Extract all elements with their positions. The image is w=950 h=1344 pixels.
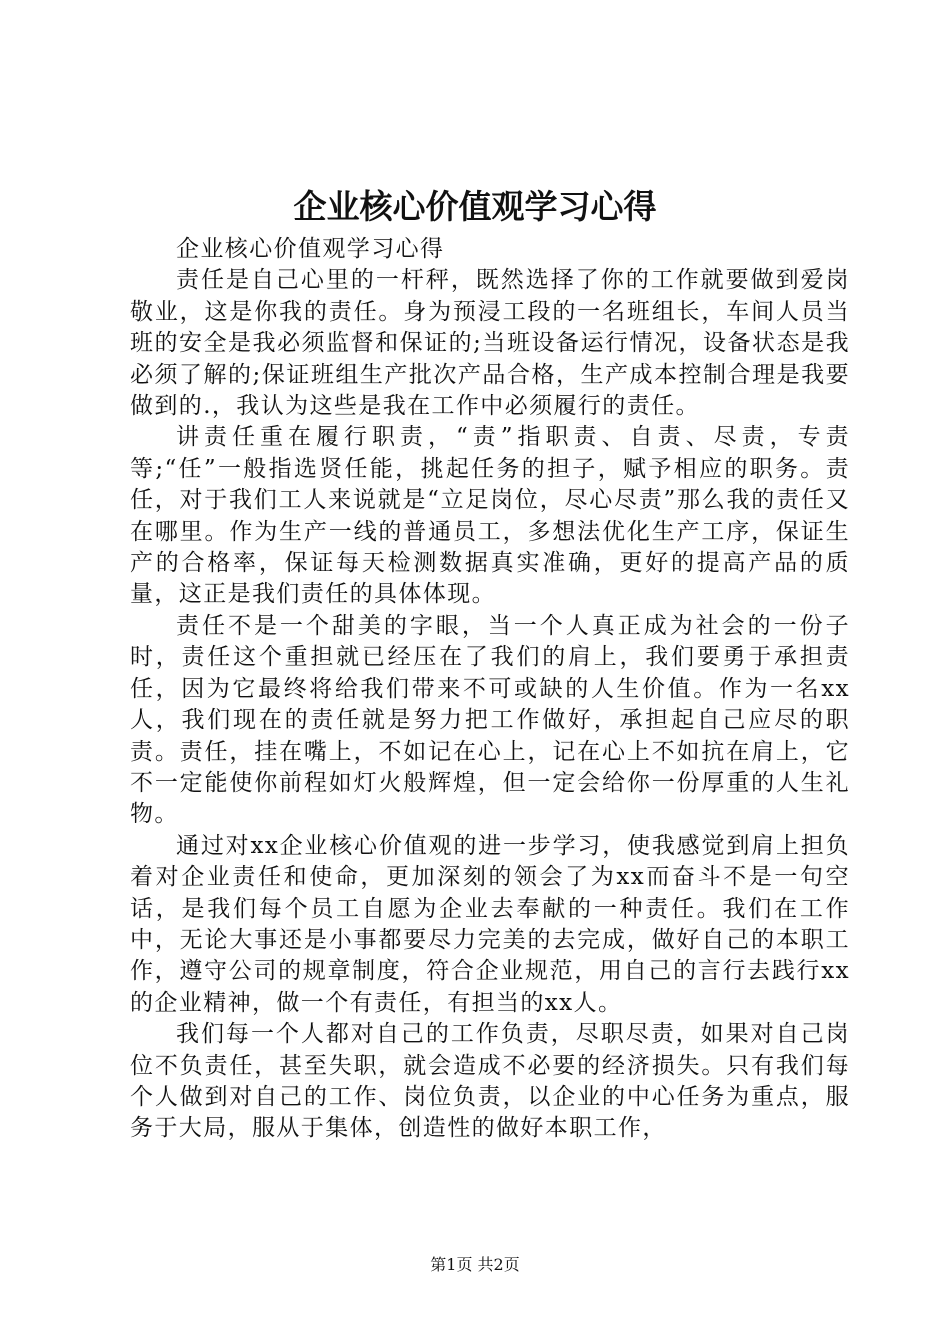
- paragraph: 我们每一个人都对自己的工作负责，尽职尽责，如果对自己岗位不负责任，甚至失职，就会造成不必要的经济损失。只有我们每个人做到对自己的工作、岗位负责，以企业的中心任务为重点，服务于大局，服从于集体，创造性的做好本职工作，: [130, 1021, 850, 1142]
- paragraph: 责任是自己心里的一杆秤，既然选择了你的工作就要做到爱岗敬业，这是你我的责任。身为预浸工段的一名班组长，车间人员当班的安全是我必须监督和保证的;当班设备运行情况，设备状态是我必须了解的;保证班组生产批次产品合格，生产成本控制合理是我要做到的.，我认为这些是我在工作中必须履行的责任。: [130, 267, 850, 420]
- paragraph: 通过对xx企业核心价值观的进一步学习，使我感觉到肩上担负着对企业责任和使命，更加深刻的领会了为xx而奋斗不是一句空话，是我们每个员工自愿为企业去奉献的一种责任。我们在工作中，无论大事还是小事都要尽力完美的去完成，做好自己的本职工作，遵守公司的规章制度，符合企业规范，用自己的言行去践行xx的企业精神，做一个有责任，有担当的xx人。: [130, 832, 850, 1016]
- paragraph-subtitle: 企业核心价值观学习心得: [176, 236, 445, 262]
- document-body: [130, 234, 850, 1145]
- paragraph: 讲责任重在履行职责，“责”指职责、自责、尽责，专责等;“任”一般指选贤任能，挑起任务的担子，赋予相应的职务。责任，对于我们工人来说就是“立足岗位，尽心尽责”那么我的责任又在哪里。作为生产一线的普通员工，多想法优化生产工序，保证生产的合格率，保证每天检测数据真实准确，更好的提高产品的质量，这正是我们责任的具体体现。: [130, 424, 850, 608]
- paragraph: 责任不是一个甜美的字眼，当一个人真正成为社会的一份子时，责任这个重担就已经压在了我们的肩上，我们要勇于承担责任，因为它最终将给我们带来不可或缺的人生价值。作为一名xx人，我们现在的责任就是努力把工作做好，承担起自己应尽的职责。责任，挂在嘴上，不如记在心上，记在心上不如抗在肩上，它不一定能使你前程如灯火般辉煌，但一定会给你一份厚重的人生礼物。: [130, 612, 850, 828]
- document-title: 企业核心价值观学习心得: [293, 187, 657, 226]
- page-footer: 第1页 共2页: [430, 1255, 520, 1274]
